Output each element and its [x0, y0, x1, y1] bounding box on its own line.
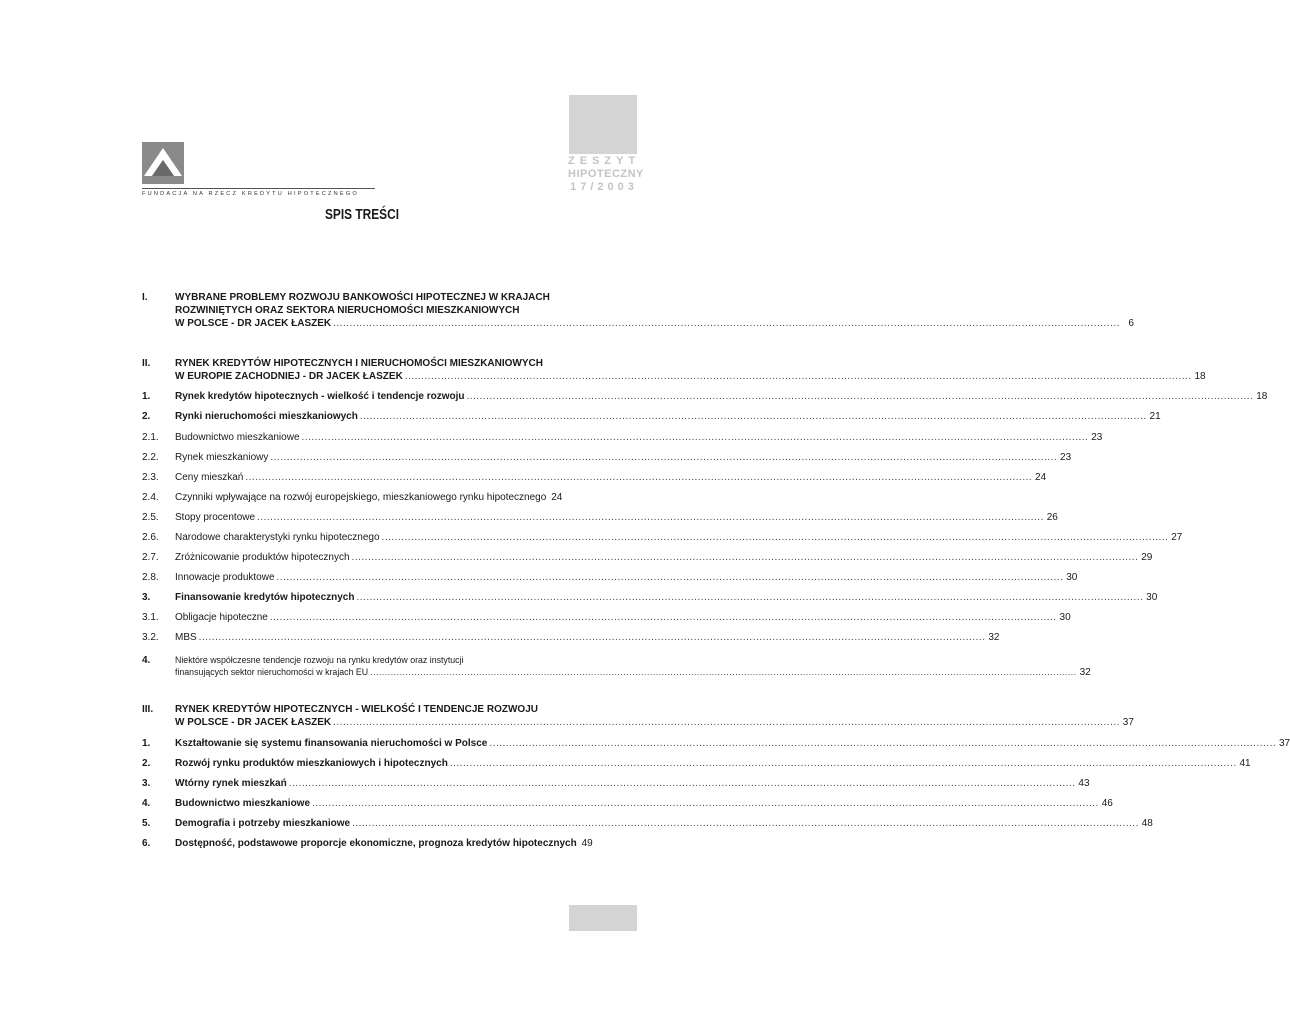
toc-entry-title: Wtórny rynek mieszkań — [175, 778, 287, 789]
toc-entry-number: 3.1. — [142, 612, 159, 623]
toc-page-number: 30 — [1146, 592, 1158, 603]
organization-name: FUNDACJA NA RZECZ KREDYTU HIPOTECZNEGO — [142, 191, 359, 197]
toc-page-number: 29 — [1141, 552, 1153, 563]
toc-entry-number: 5. — [142, 818, 151, 829]
toc-page-number: 41 — [1239, 758, 1251, 769]
toc-page-number: 37 — [1122, 717, 1134, 728]
toc-entry-number: II. — [142, 358, 151, 369]
toc-leader-dots — [277, 571, 1064, 584]
toc-entry-title: Niektóre współczesne tendencje rozwoju na rynku kredytów oraz instytucji — [175, 655, 464, 665]
toc-page-number: 43 — [1078, 778, 1090, 789]
toc-entry-title: W EUROPIE ZACHODNIEJ - DR JACEK ŁASZEK — [175, 371, 403, 382]
toc-entry-title: Narodowe charakterystyki rynku hipotecznego — [175, 532, 380, 543]
toc-leader-dots — [302, 431, 1089, 444]
toc-leader-dots — [289, 777, 1076, 790]
toc-entry-number: 3. — [142, 592, 151, 603]
toc-page-number: 18 — [1256, 391, 1268, 402]
toc-entry-number: 2.5. — [142, 512, 159, 523]
toc-page-number: 30 — [1066, 572, 1078, 583]
toc-leader-dots — [352, 817, 1139, 830]
toc-entry-title: Demografia i potrzeby mieszkaniowe — [175, 818, 351, 829]
toc-page-number: 46 — [1101, 798, 1113, 809]
toc-entry-title: Rozwój rynku produktów mieszkaniowych i hipotecznych — [175, 758, 448, 769]
toc-entry-number: 2.8. — [142, 572, 159, 583]
toc-entry-title: Rynki nieruchomości mieszkaniowych — [175, 411, 358, 422]
toc-page-number: 30 — [1059, 612, 1071, 623]
toc-entry-title: Obligacje hipoteczne — [175, 612, 268, 623]
toc-leader-dots — [333, 716, 1120, 729]
toc-page-number: 24 — [1035, 472, 1047, 483]
toc-page-number: 23 — [1060, 452, 1072, 463]
toc-leader-dots — [405, 370, 1192, 383]
toc-entry-title: Rynek mieszkaniowy — [175, 452, 269, 463]
toc-entry-title: Zróżnicowanie produktów hipotecznych — [175, 552, 350, 563]
toc-leader-dots — [370, 666, 1077, 678]
toc-page-number: 37 — [1279, 738, 1290, 749]
toc-leader-dots — [360, 410, 1147, 423]
toc-leader-dots — [257, 511, 1044, 524]
toc-page-number: 23 — [1091, 432, 1103, 443]
toc-leader-dots — [489, 737, 1276, 750]
toc-entry-title: MBS — [175, 632, 197, 643]
toc-page-number: 24 — [551, 492, 563, 503]
toc-entry-number: 1. — [142, 738, 151, 749]
toc-entry-title: WYBRANE PROBLEMY ROZWOJU BANKOWOŚCI HIPOTECZNEJ W KRAJACH — [175, 292, 550, 303]
toc-page-number: 32 — [988, 632, 1000, 643]
toc-entry-number: 2.3. — [142, 472, 159, 483]
toc-entry-title: finansujących sektor nieruchomości w krajach EU — [175, 667, 369, 677]
toc-leader-dots — [245, 471, 1032, 484]
toc-leader-dots — [467, 390, 1254, 403]
toc-entry-title: Kształtowanie się systemu finansowania nieruchomości w Polsce — [175, 738, 488, 749]
toc-entry-title: Finansowanie kredytów hipotecznych — [175, 592, 355, 603]
toc-page-number: 6 — [1128, 318, 1134, 329]
toc-entry-number: 2. — [142, 411, 151, 422]
toc-entry-title: Budownictwo mieszkaniowe — [175, 798, 311, 809]
toc-leader-dots — [352, 551, 1139, 564]
toc-entry-number: 6. — [142, 838, 151, 849]
toc-leader-dots — [270, 451, 1057, 464]
toc-entry-number: III. — [142, 704, 154, 715]
toc-page-number: 21 — [1149, 411, 1161, 422]
toc-leader-dots — [333, 317, 1120, 330]
toc-entry-title: Budownictwo mieszkaniowe — [175, 432, 300, 443]
toc-entry-number: 2. — [142, 758, 151, 769]
toc-page-number: 49 — [581, 838, 593, 849]
toc-entry-number: 2.6. — [142, 532, 159, 543]
toc-entry-number: 2.4. — [142, 492, 159, 503]
footer-grey-tab — [569, 905, 637, 931]
toc-page-number: 26 — [1046, 512, 1058, 523]
toc-entry-title: W POLSCE - DR JACEK ŁASZEK — [175, 318, 332, 329]
series-title-line3: 17/2003 — [570, 181, 638, 193]
toc-entry-title: Czynniki wpływające na rozwój europejskiego, mieszkaniowego rynku hipotecznego — [175, 492, 547, 503]
toc-leader-dots — [312, 797, 1099, 810]
toc-leader-dots — [356, 591, 1143, 604]
toc-page-number: 18 — [1194, 371, 1206, 382]
series-title-line1: ZESZYT — [568, 155, 641, 167]
toc-page-number: 32 — [1079, 667, 1091, 678]
toc-entry-title: RYNEK KREDYTÓW HIPOTECZNYCH I NIERUCHOMOŚCI MIESZKANIOWYCH — [175, 358, 543, 369]
toc-entry-title: Ceny mieszkań — [175, 472, 244, 483]
toc-entry-title: Innowacje produktowe — [175, 572, 275, 583]
toc-entry-number: I. — [142, 292, 148, 303]
toc-entry-number: 4. — [142, 798, 151, 809]
toc-leader-dots — [270, 611, 1057, 624]
toc-entry-number: 2.7. — [142, 552, 159, 563]
toc-entry-number: 3. — [142, 778, 151, 789]
page-title: SPIS TREŚCI — [324, 207, 400, 223]
toc-entry-number: 3.2. — [142, 632, 159, 643]
toc-entry-number: 2.1. — [142, 432, 159, 443]
toc-entry-title: Dostępność, podstawowe proporcje ekonomiczne, prognoza kredytów hipotecznych — [175, 838, 577, 849]
toc-entry-number: 1. — [142, 391, 151, 402]
toc-entry-title: W POLSCE - DR JACEK ŁASZEK — [175, 717, 332, 728]
toc-entry-title: Rynek kredytów hipotecznych - wielkość i tendencje rozwoju — [175, 391, 465, 402]
toc-entry-title: RYNEK KREDYTÓW HIPOTECZNYCH - WIELKOŚĆ I TENDENCJE ROZWOJU — [175, 704, 538, 715]
toc-entry-title: ROZWINIĘTYCH ORAZ SEKTORA NIERUCHOMOŚCI MIESZKANIOWYCH — [175, 305, 520, 316]
toc-entry-title: Stopy procentowe — [175, 512, 256, 523]
toc-entry-number: 4. — [142, 655, 151, 666]
toc-page-number: 48 — [1141, 818, 1153, 829]
toc-entry-number: 2.2. — [142, 452, 159, 463]
toc-page-number: 27 — [1171, 532, 1183, 543]
toc-leader-dots — [199, 631, 986, 644]
toc-leader-dots — [450, 757, 1237, 770]
toc-leader-dots — [382, 531, 1169, 544]
series-title-line2: HIPOTECZNY — [568, 168, 644, 180]
